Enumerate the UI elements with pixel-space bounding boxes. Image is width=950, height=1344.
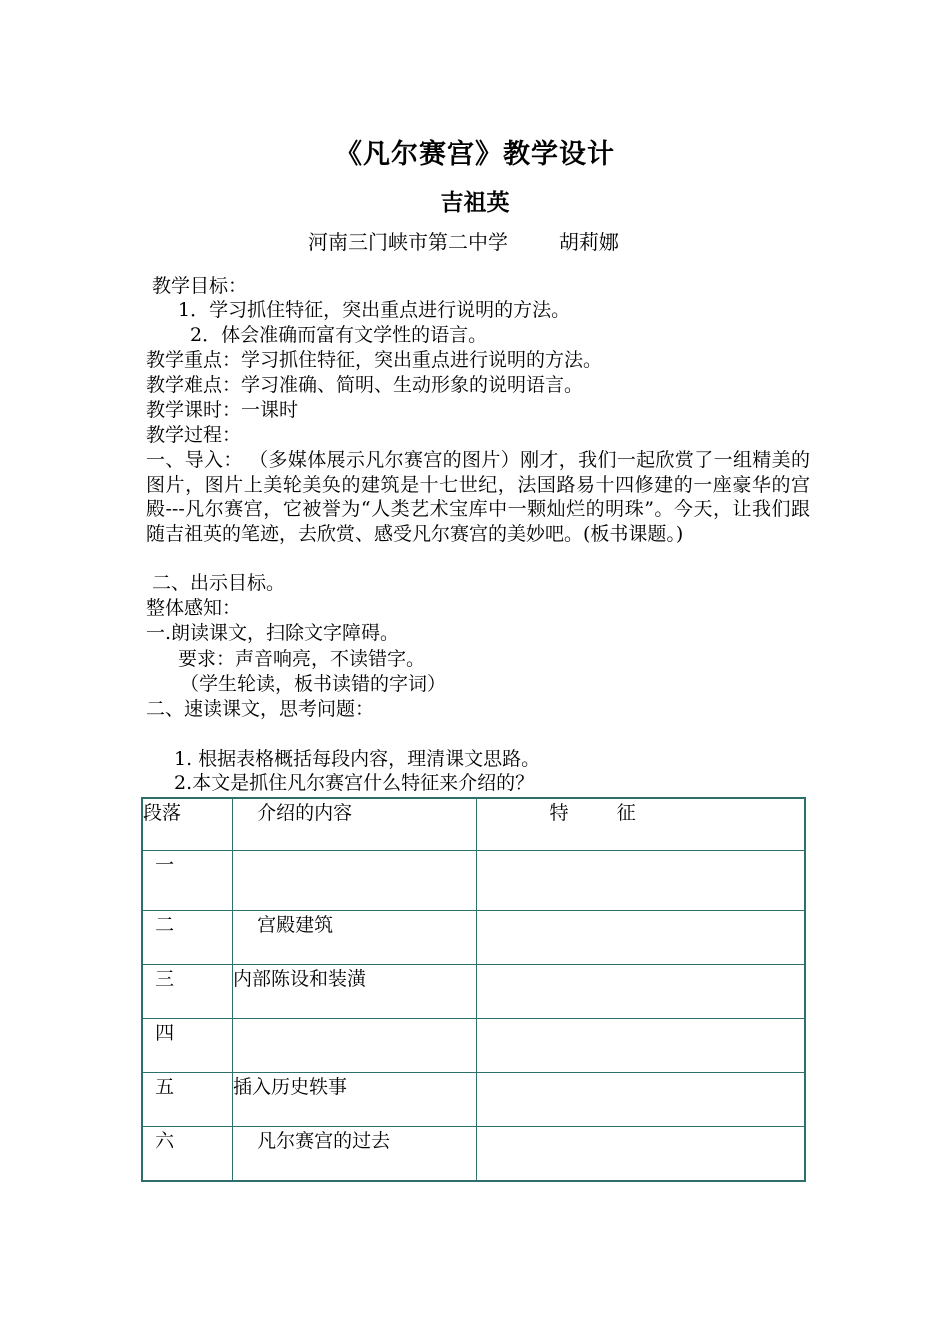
fast-read: 二、速读课文，思考问题： bbox=[146, 698, 375, 720]
question-1: 1. 根据表格概括每段内容，理清课文思路。 bbox=[174, 748, 541, 770]
table-cell: 二 bbox=[142, 910, 233, 964]
table-cell: 六 bbox=[142, 1126, 233, 1181]
table-cell bbox=[477, 1018, 806, 1072]
table-cell bbox=[233, 1018, 477, 1072]
summary-table bbox=[141, 797, 806, 1182]
table-row bbox=[142, 910, 805, 964]
table-header-row bbox=[142, 798, 805, 850]
question-2: 2.本文是抓住凡尔赛宫什么特征来介绍的？ bbox=[174, 772, 535, 794]
table-cell: 一 bbox=[142, 850, 233, 910]
goals-heading: 教学目标： bbox=[146, 275, 248, 297]
students-note: （学生轮读，板书读错的字词） bbox=[180, 673, 447, 695]
author-name: 吉祖英 bbox=[440, 189, 510, 216]
table-cell bbox=[477, 1126, 806, 1181]
table-cell: 三 bbox=[142, 964, 233, 1018]
document-title: 《凡尔赛宫》教学设计 bbox=[335, 139, 615, 170]
goal-2: 2．体会准确而富有文学性的语言。 bbox=[190, 324, 488, 346]
table-row bbox=[142, 1072, 805, 1126]
table-cell: 宫殿建筑 bbox=[233, 910, 477, 964]
table-row bbox=[142, 1018, 805, 1072]
table-row bbox=[142, 850, 805, 910]
overall-heading: 整体感知： bbox=[146, 597, 242, 619]
table-cell: 插入历史轶事 bbox=[233, 1072, 477, 1126]
affiliation: 河南三门峡市第二中学 胡莉娜 bbox=[308, 230, 619, 254]
table-cell bbox=[477, 1072, 806, 1126]
goal-1: 1．学习抓住特征，突出重点进行说明的方法。 bbox=[178, 299, 571, 321]
table-cell: 五 bbox=[142, 1072, 233, 1126]
read-aloud: 一.朗读课文，扫除文字障碍。 bbox=[146, 622, 400, 644]
table-cell: 四 bbox=[142, 1018, 233, 1072]
table-cell: 凡尔赛宫的过去 bbox=[233, 1126, 477, 1181]
periods: 教学课时：一课时 bbox=[146, 399, 299, 421]
table-row bbox=[142, 1126, 805, 1181]
table-cell bbox=[477, 964, 806, 1018]
table-row bbox=[142, 964, 805, 1018]
show-goals: 二、出示目标。 bbox=[146, 572, 286, 594]
table-header-cell: 介绍的内容 bbox=[233, 798, 477, 850]
key-point: 教学重点：学习抓住特征，突出重点进行说明的方法。 bbox=[146, 349, 603, 371]
table-cell bbox=[477, 850, 806, 910]
difficulty: 教学难点：学习准确、简明、生动形象的说明语言。 bbox=[146, 374, 584, 396]
table-cell bbox=[477, 910, 806, 964]
process-heading: 教学过程： bbox=[146, 424, 242, 446]
table-header-cell: 特 征 bbox=[477, 798, 806, 850]
table-cell: 内部陈设和装潢 bbox=[233, 964, 477, 1018]
intro-paragraph: 一、导入： （多媒体展示凡尔赛宫的图片）刚才，我们一起欣赏了一组精美的图片，图片上美轮美奂的建筑是十七世纪，法国路易十四修建的一座豪华的宫殿---凡尔赛宫，它被誉为“人类艺术宝库中一颗灿烂的明珠”。今天，让我们跟随吉祖英的笔迹，去欣赏、感受凡尔赛宫的美妙吧。(板书课题。) bbox=[146, 449, 810, 545]
requirement: 要求：声音响亮，不读错字。 bbox=[178, 648, 426, 670]
table-header-cell: 段落 bbox=[142, 798, 233, 850]
table-cell bbox=[233, 850, 477, 910]
